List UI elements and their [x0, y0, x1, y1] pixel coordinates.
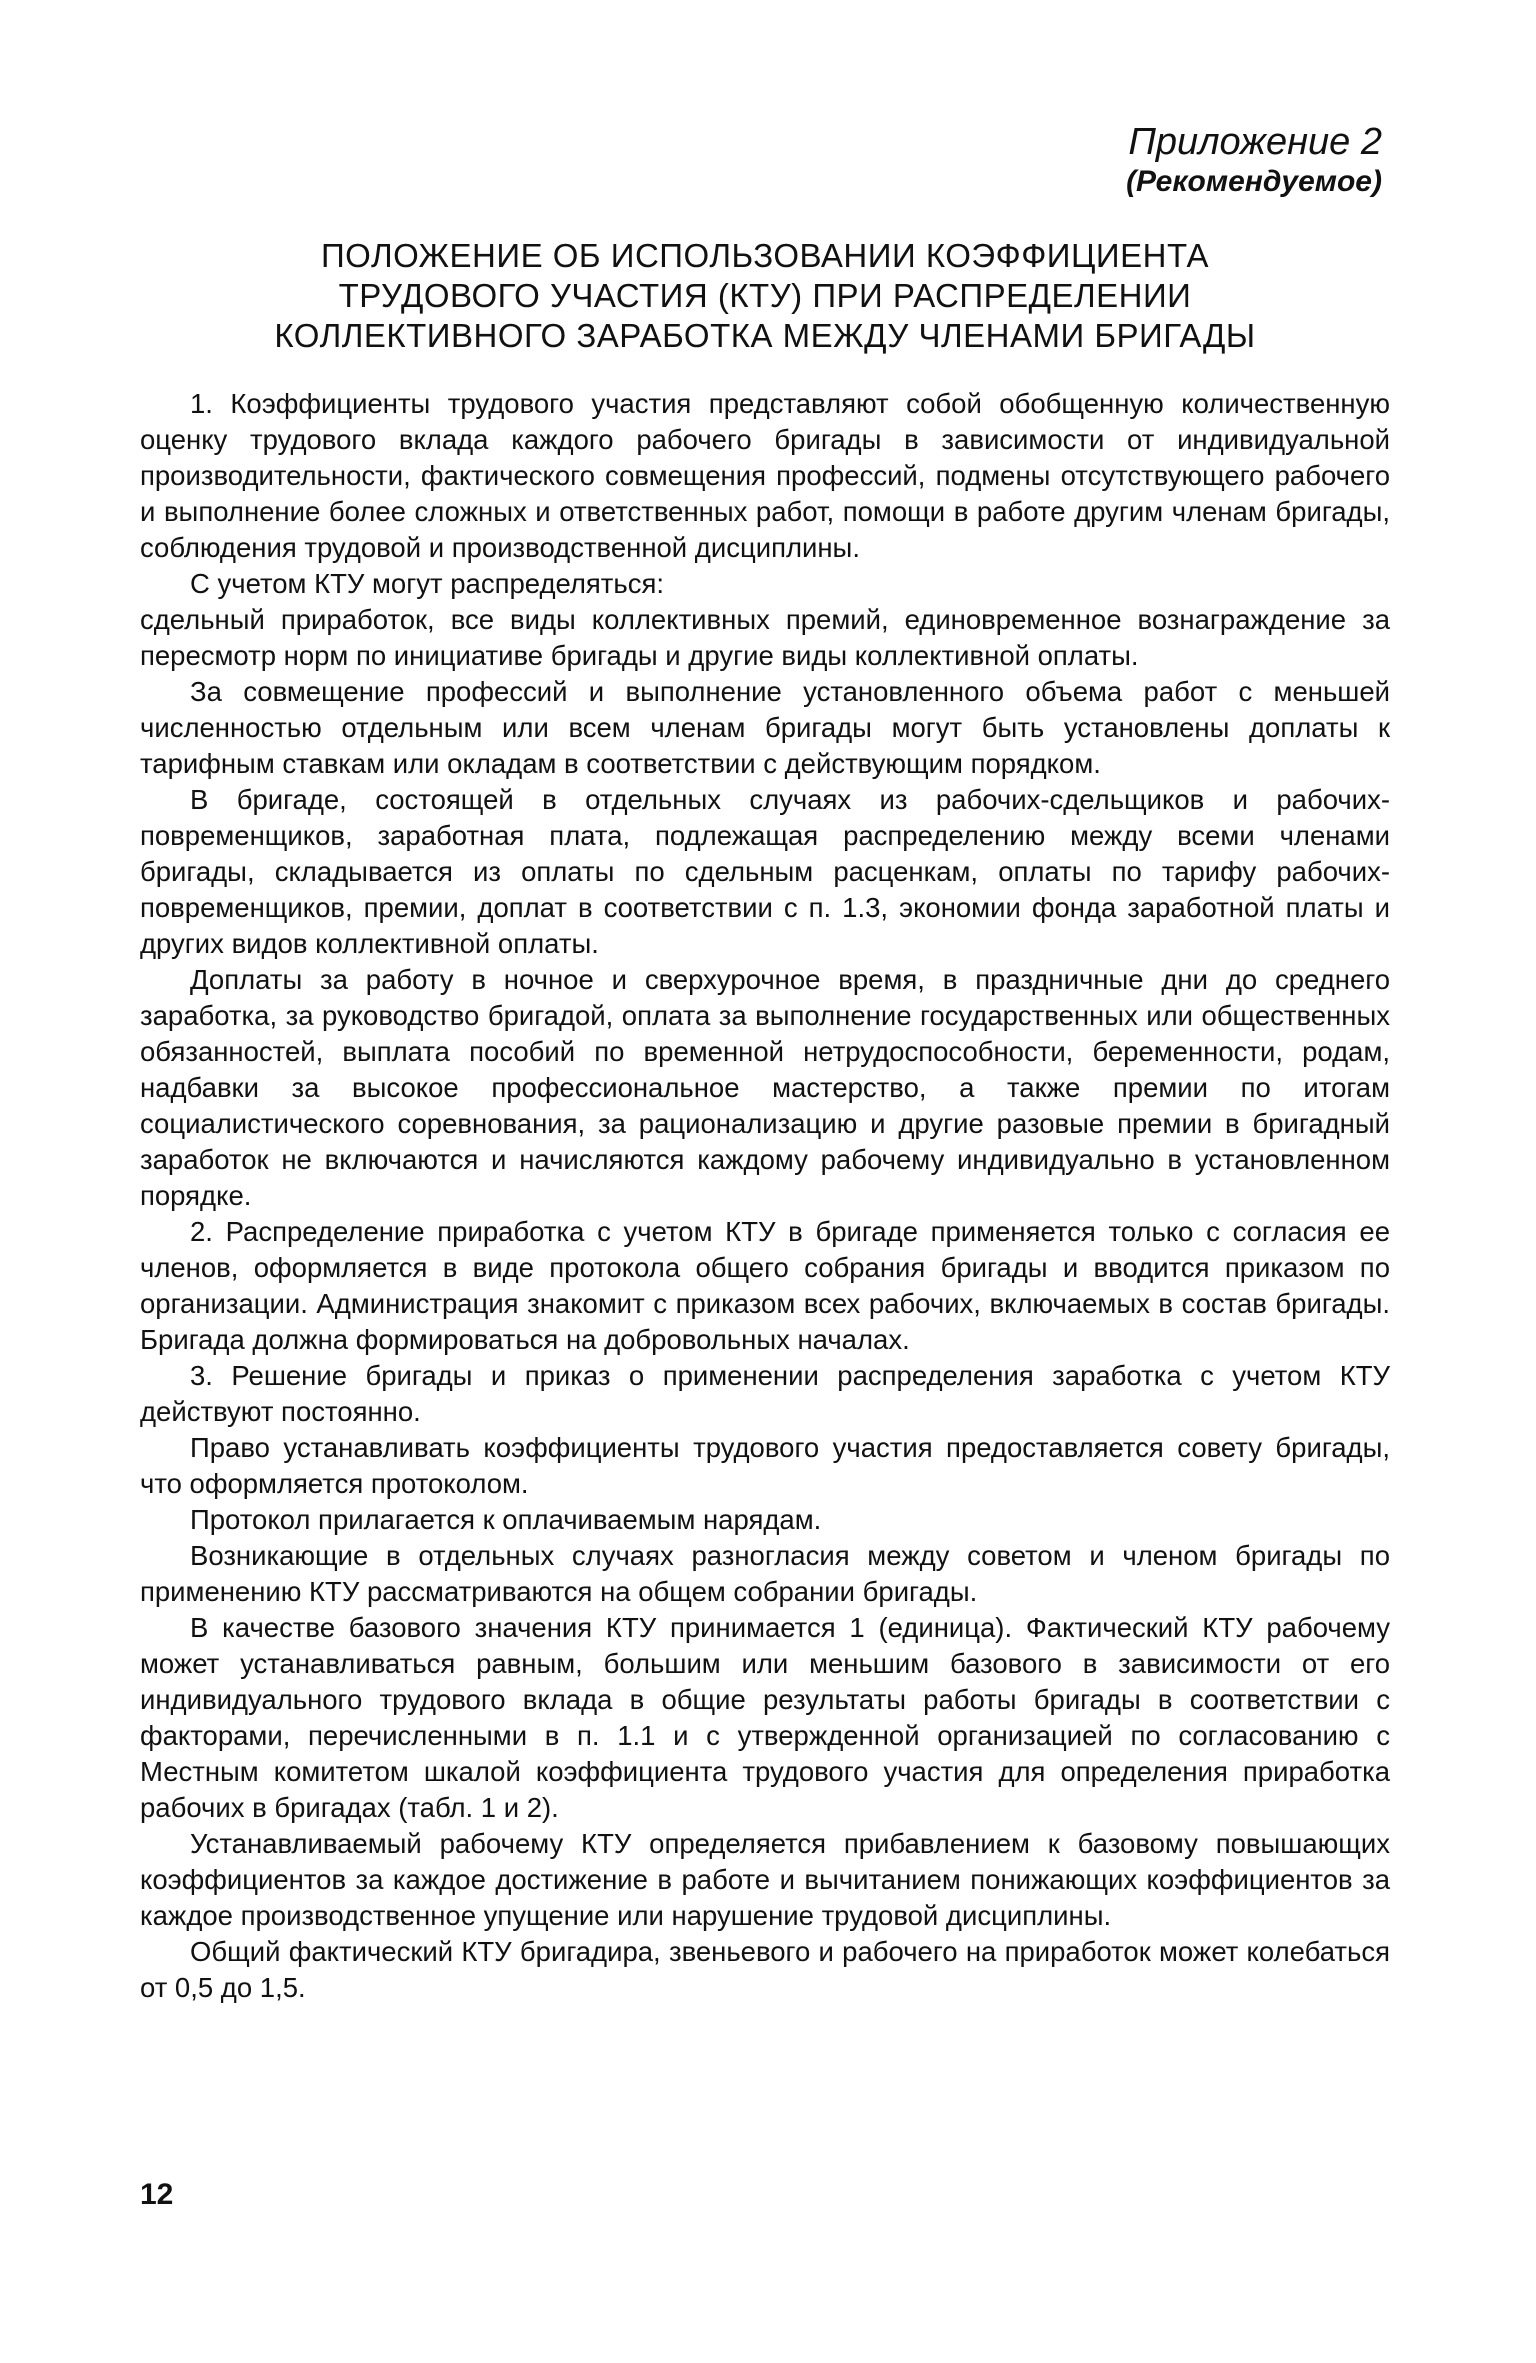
paragraph-brigade-pay: В бригаде, состоящей в отдельных случаях из рабочих-сдельщиков и рабочих-повременщиков, заработная плата, подлежащая распределению между всеми членами бригады, складывается из оплаты по сдельным расценкам, оплаты по тарифу рабочих-повременщиков, премии, доплат в соответствии с п. 1.3, экономии фонда заработной платы и других видов коллективной оплаты. [140, 784, 1390, 959]
appendix-header [140, 120, 1390, 200]
appendix-subtitle: (Рекомендуемое) [1126, 165, 1382, 198]
paragraph-3-decision: 3. Решение бригады и приказ о применении распределения заработка с учетом КТУ действуют постоянно. [140, 1360, 1390, 1427]
document-title-line: ТРУДОВОГО УЧАСТИЯ (КТУ) ПРИ РАСПРЕДЕЛЕНИИ [338, 277, 1192, 314]
document-title-line: ПОЛОЖЕНИЕ ОБ ИСПОЛЬЗОВАНИИ КОЭФФИЦИЕНТА [320, 237, 1210, 274]
paragraph-extra-payments: Доплаты за работу в ночное и сверхурочное время, в праздничные дни до среднего заработка, за руководство бригадой, оплата за выполнение государственных или общественных обязанностей, выплата пособий по временной нетрудоспособности, беременности, родам, надбавки за высокое профессиональное мастерство, а также премии по итогам социалистического соревнования, за рационализацию и другие разовые премии в бригадный заработок не включаются и начисляются каждому рабочему индивидуально в установленном порядке. [140, 964, 1390, 1211]
paragraph-1-definition: 1. Коэффициенты трудового участия представляют собой обобщенную количественную оценку трудового вклада каждого рабочего бригады в зависимости от индивидуальной производительности, фактического совмещения профессий, подмены отсутствующего рабочего и выполнение более сложных и ответственных работ, помощи в работе другим членам бригады, соблюдения трудовой и производственной дисциплины. [140, 388, 1390, 563]
paragraph-council-right: Право устанавливать коэффициенты трудового участия предоставляется совету бригады, что оформляется протоколом. [140, 1432, 1390, 1499]
paragraph-distribution-intro: С учетом КТУ могут распределяться: [190, 568, 665, 599]
paragraph-coefficients: Устанавливаемый рабочему КТУ определяется прибавлением к базовому повышающих коэффициентов за каждое достижение в работе и вычитанием понижающих коэффициентов за каждое производственное упущение или нарушение трудовой дисциплины. [140, 1828, 1390, 1931]
document-title-line: КОЛЛЕКТИВНОГО ЗАРАБОТКА МЕЖДУ ЧЛЕНАМИ БРИГАДЫ [274, 317, 1256, 354]
paragraph-2-application: 2. Распределение приработка с учетом КТУ в бригаде применяется только с согласия ее членов, оформляется в виде протокола общего собрания бригады и вводится приказом по организации. Администрация знакомит с приказом всех рабочих, включаемых в состав бригады. Бригада должна формироваться на добровольных началах. [140, 1216, 1390, 1355]
paragraph-distribution-list: сдельный приработок, все виды коллективных премий, единовременное вознаграждение за пересмотр норм по инициативе бригады и другие виды коллективной оплаты. [140, 604, 1390, 671]
paragraph-disagreements: Возникающие в отдельных случаях разногласия между советом и членом бригады по применению КТУ рассматриваются на общем собрании бригады. [140, 1540, 1390, 1607]
document-title [140, 236, 1390, 356]
document-page [140, 120, 1390, 2006]
document-body [140, 386, 1390, 2006]
page-number: 12 [140, 2178, 174, 2211]
paragraph-base-value: В качестве базового значения КТУ принимается 1 (единица). Фактический КТУ рабочему может устанавливаться равным, большим или меньшим базового в зависимости от его индивидуального трудового вклада в общие результаты работы бригады в соответствии с факторами, перечисленными в п. 1.1 и с утвержденной организацией по согласованию с Местным комитетом шкалой коэффициента трудового участия для определения приработка рабочих в бригадах (табл. 1 и 2). [140, 1612, 1390, 1823]
appendix-title: Приложение 2 [1128, 121, 1382, 163]
paragraph-combination: За совмещение профессий и выполнение установленного объема работ с меньшей численностью отдельным или всем членам бригады могут быть установлены доплаты к тарифным ставкам или окладам в соответствии с действующим порядком. [140, 676, 1390, 779]
paragraph-protocol: Протокол прилагается к оплачиваемым нарядам. [190, 1504, 822, 1535]
paragraph-range: Общий фактический КТУ бригадира, звеньевого и рабочего на приработок может колебаться от 0,5 до 1,5. [140, 1936, 1390, 2003]
